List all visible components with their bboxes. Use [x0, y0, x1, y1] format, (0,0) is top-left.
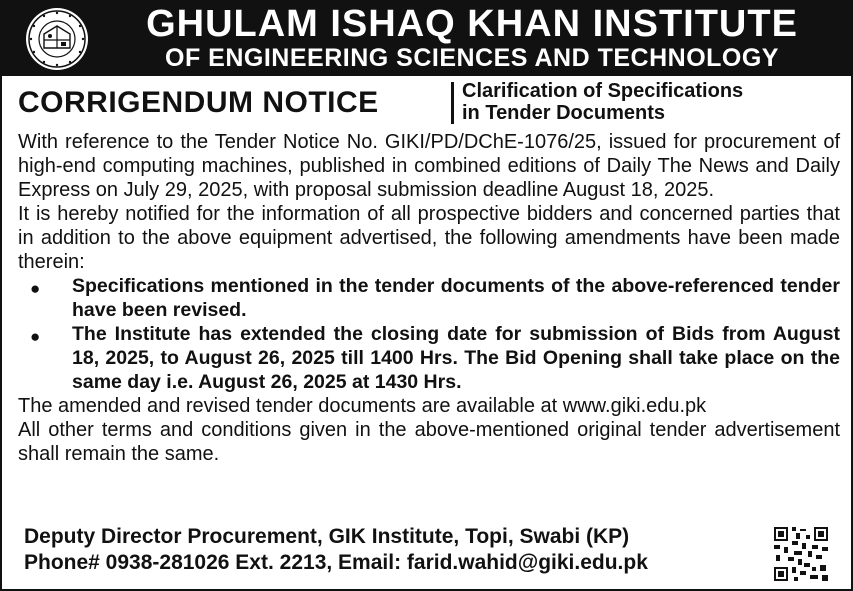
notice-subject: [462, 80, 743, 124]
institute-banner: [2, 2, 851, 76]
notice-body: [18, 130, 840, 466]
subject-line-1: Clarification of Specifications: [462, 80, 744, 102]
amendments-list: [18, 274, 840, 394]
list-item: [18, 274, 840, 322]
reference-paragraph: With reference to the Tender Notice No. GIKI/PD/DChE-1076/25, issued for procurement of high-end computing machines, published in combined editions of Daily The News and Daily Express on July 29, 2025, with proposal submission deadline August 18, 2025.: [18, 131, 840, 201]
notification-paragraph: It is hereby notified for the information of all prospective bidders and concerned parties that in addition to the above equipment advertised, the following amendments have been made therein:: [18, 203, 840, 273]
contact-address: Deputy Director Procurement, GIK Institute, Topi, Swabi (KP): [24, 525, 630, 548]
qr-code-icon: [772, 525, 830, 583]
title-divider: [451, 82, 454, 124]
notice-title: CORRIGENDUM NOTICE: [18, 86, 379, 119]
institute-name: GHULAM ISHAQ KHAN INSTITUTE: [146, 3, 798, 45]
documents-availability-paragraph: The amended and revised tender documents are available at www.giki.edu.pk: [18, 395, 707, 417]
subject-line-2: in Tender Documents: [462, 102, 665, 124]
amendment-text: The Institute has extended the closing date for submission of Bids from August 18, 2025, to August 26, 2025 till 1400 Hrs. The Bid Opening shall take place on the same day i.e. August 26, 2025 at 1430 Hrs.: [72, 323, 840, 393]
amendment-text: Specifications mentioned in the tender documents of the above-referenced tender have been revised.: [72, 275, 840, 321]
contact-phone-email: Phone# 0938-281026 Ext. 2213, Email: farid.wahid@giki.edu.pk: [24, 551, 648, 574]
bullet-icon: ●: [30, 279, 41, 298]
contact-block: [24, 524, 648, 576]
institute-seal-icon: [24, 6, 90, 72]
list-item: [18, 322, 840, 394]
bullet-icon: ●: [30, 327, 41, 346]
institute-subtitle: OF ENGINEERING SCIENCES AND TECHNOLOGY: [165, 44, 779, 72]
terms-paragraph: All other terms and conditions given in the above-mentioned original tender advertisement shall remain the same.: [18, 419, 840, 465]
